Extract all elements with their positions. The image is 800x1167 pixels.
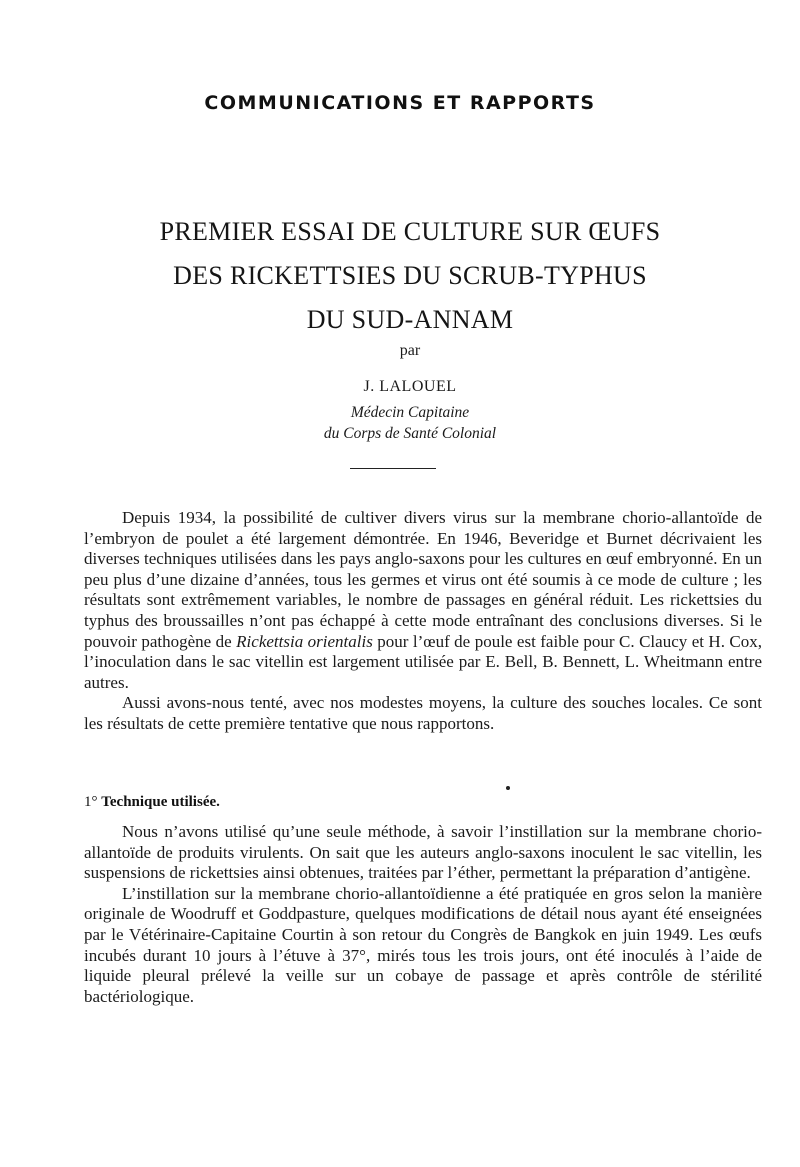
section-title: Technique utilisée. [101, 794, 220, 810]
section-heading [84, 794, 220, 811]
title-line-3: DU SUD-ANNAM [306, 305, 514, 334]
title-line-1: PREMIER ESSAI DE CULTURE SUR ŒUFS [159, 217, 661, 246]
intro-paragraph-2: Aussi avons-nous tenté, avec nos modestes moyens, la culture des souches locales. Ce sont les résultats de cette première tentative que nous rapportons. [84, 693, 762, 733]
author-affiliation [0, 402, 800, 444]
article-title [100, 210, 720, 342]
technique-section [84, 822, 762, 1007]
title-line-2: DES RICKETTSIES DU SCRUB-TYPHUS [173, 261, 647, 290]
technique-paragraph-1: Nous n’avons utilisé qu’une seule méthode, à savoir l’instillation sur la membrane chorio-allantoïde de produits virulents. On sait que les auteurs anglo-saxons inoculent le sac vitellin, les suspensions de rickettsies ainsi obtenues, traitées par l’éther, permettant la préparation d’antigène. [84, 822, 762, 883]
affiliation-line-1: Médecin Capitaine [350, 404, 470, 421]
separator-rule [350, 468, 436, 469]
section-number: 1° [84, 794, 98, 810]
technique-paragraph-2: L’instillation sur la membrane chorio-allantoïdienne a été pratiquée en gros selon la manière originale de Woodruff et Goddpasture, quelques modifications de détail nous ayant été enseignées par le Vétérinaire-Capitaine Courtin à son retour du Congrès de Bangkok en juin 1949. Les œufs incubés durant 10 jours à l’étuve à 37°, mirés tous les trois jours, ont été inoculés à l’aide de liquide pleural prélevé la veille sur un cobaye de passage et après contrôle de stérilité bactériologique. [84, 883, 762, 1006]
intro-paragraph-1 [84, 508, 762, 693]
intro-p1-text-b: pour l’œuf de poule est faible pour C. Claucy et H. Cox, l’inoculation dans le sac vitellin est largement utilisée par E. Bell, B. Bennett, L. Wheitmann entre autres. [84, 631, 762, 692]
intro-p1-text-a: Depuis 1934, la possibilité de cultiver divers virus sur la membrane chorio-allantoïde de l’embryon de poulet a été largement démontrée. En 1946, Beveridge et Burnet décrivaient les diverses techniques utilisées dans les pays anglo-saxons pour les cultures en œuf embryonné. En un peu plus d’une dizaine d’années, tous les germes et virus ont été soumis à ce mode de culture ; les résultats sont extrêmement variables, le nombre de passages en général réduit. Les rickettsies du typhus des broussailles n’ont pas échappé à cette mode entraînant des conclusions diverses. Si le pouvoir pathogène de [84, 508, 762, 651]
section-header: COMMUNICATIONS ET RAPPORTS [204, 92, 596, 114]
by-line: par [399, 342, 421, 359]
intro-section [84, 508, 762, 735]
author-name: J. LALOUEL [363, 378, 457, 395]
species-name: Rickettsia orientalis [236, 631, 373, 651]
affiliation-line-2: du Corps de Santé Colonial [323, 425, 497, 442]
print-speck [506, 786, 510, 790]
